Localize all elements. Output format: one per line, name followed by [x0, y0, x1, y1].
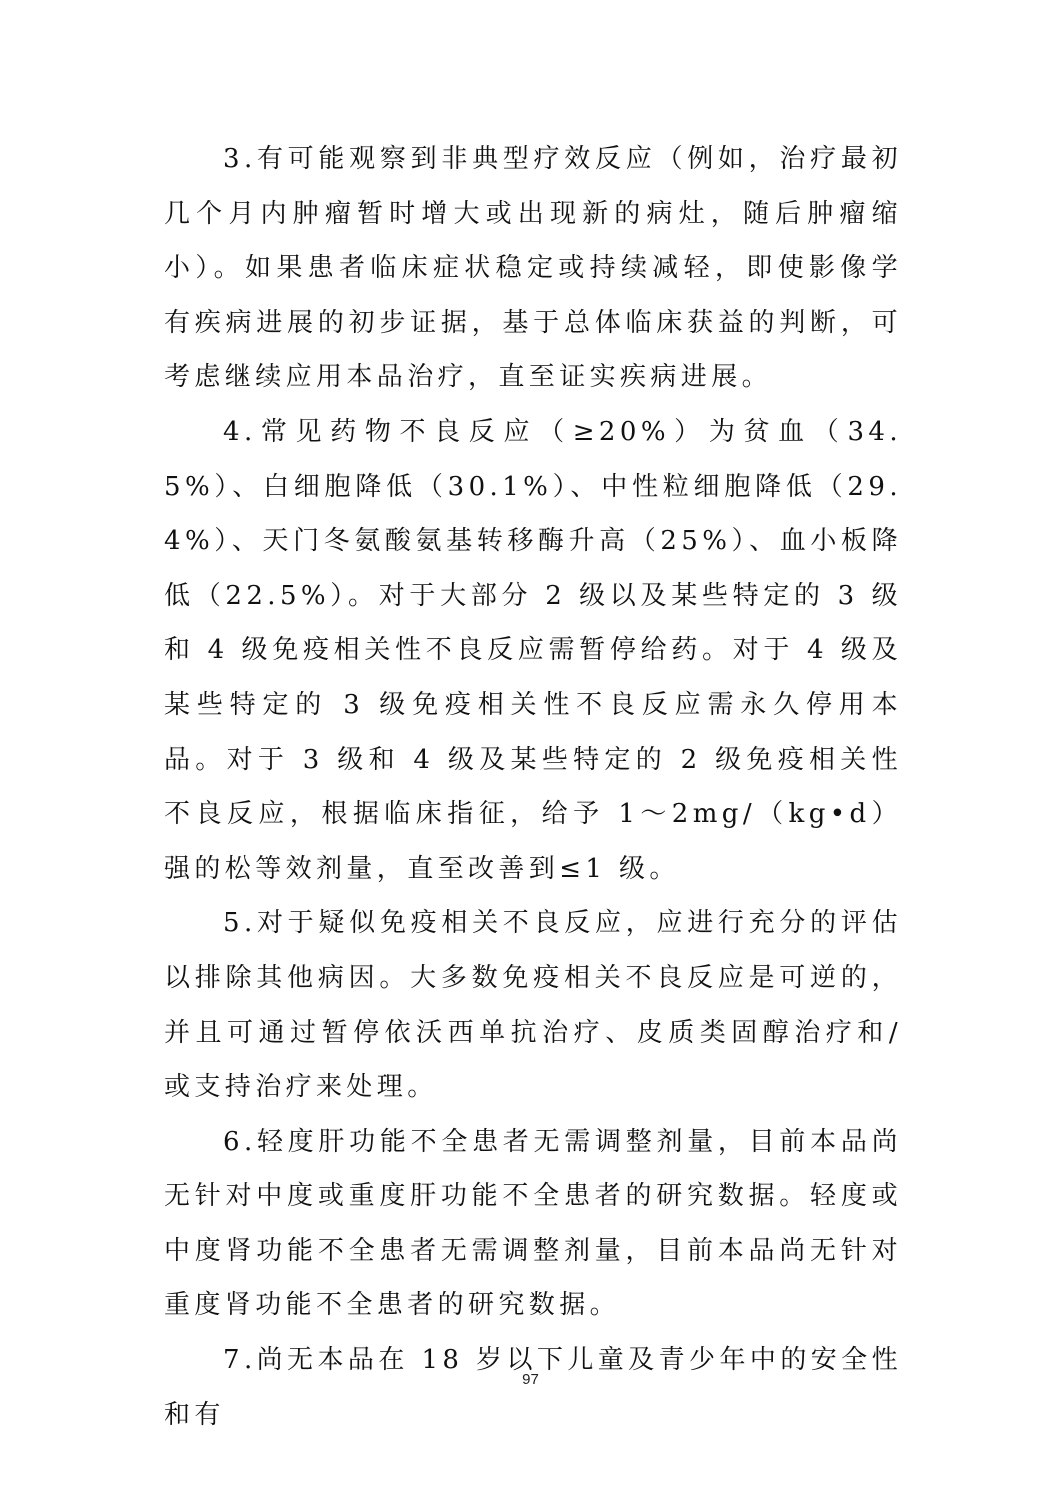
paragraph-5: 5.对于疑似免疫相关不良反应，应进行充分的评估以排除其他病因。大多数免疫相关不良反应是可逆的，并且可通过暂停依沃西单抗治疗、皮质类固醇治疗和/或支持治疗来处理。 [164, 908, 902, 1103]
document-body [164, 132, 902, 1442]
paragraph-3: 3.有可能观察到非典型疗效反应（例如，治疗最初几个月内肿瘤暂时增大或出现新的病灶，随后肿瘤缩小）。如果患者临床症状稳定或持续减轻，即使影像学有疾病进展的初步证据，基于总体临床获益的判断，可考虑继续应用本品治疗，直至证实疾病进展。 [164, 144, 902, 393]
page-number: 97 [522, 1371, 539, 1388]
paragraph-7: 7.尚无本品在 18 岁以下儿童及青少年中的安全性和有 [164, 1345, 902, 1430]
paragraph-6: 6.轻度肝功能不全患者无需调整剂量，目前本品尚无针对中度或重度肝功能不全患者的研究数据。轻度或中度肾功能不全患者无需调整剂量，目前本品尚无针对重度肾功能不全患者的研究数据。 [164, 1126, 902, 1321]
paragraph-4: 4.常见药物不良反应（≥20%）为贫血（34.5%）、白细胞降低（30.1%）、中性粒细胞降低（29.4%）、天门冬氨酸氨基转移酶升高（25%）、血小板降低（22.5%）。对于大部分 2 级以及某些特定的 3 级和 4 级免疫相关性不良反应需暂停给药。对于 4 级及某些特定的 3 级免疫相关性不良反应需永久停用本品。对于 3 级和 4 级及某些特定的 2 级免疫相关性不良反应，根据临床指征，给予 1～2mg/（kg•d）强的松等效剂量，直至改善到≤1 级。 [164, 416, 902, 884]
